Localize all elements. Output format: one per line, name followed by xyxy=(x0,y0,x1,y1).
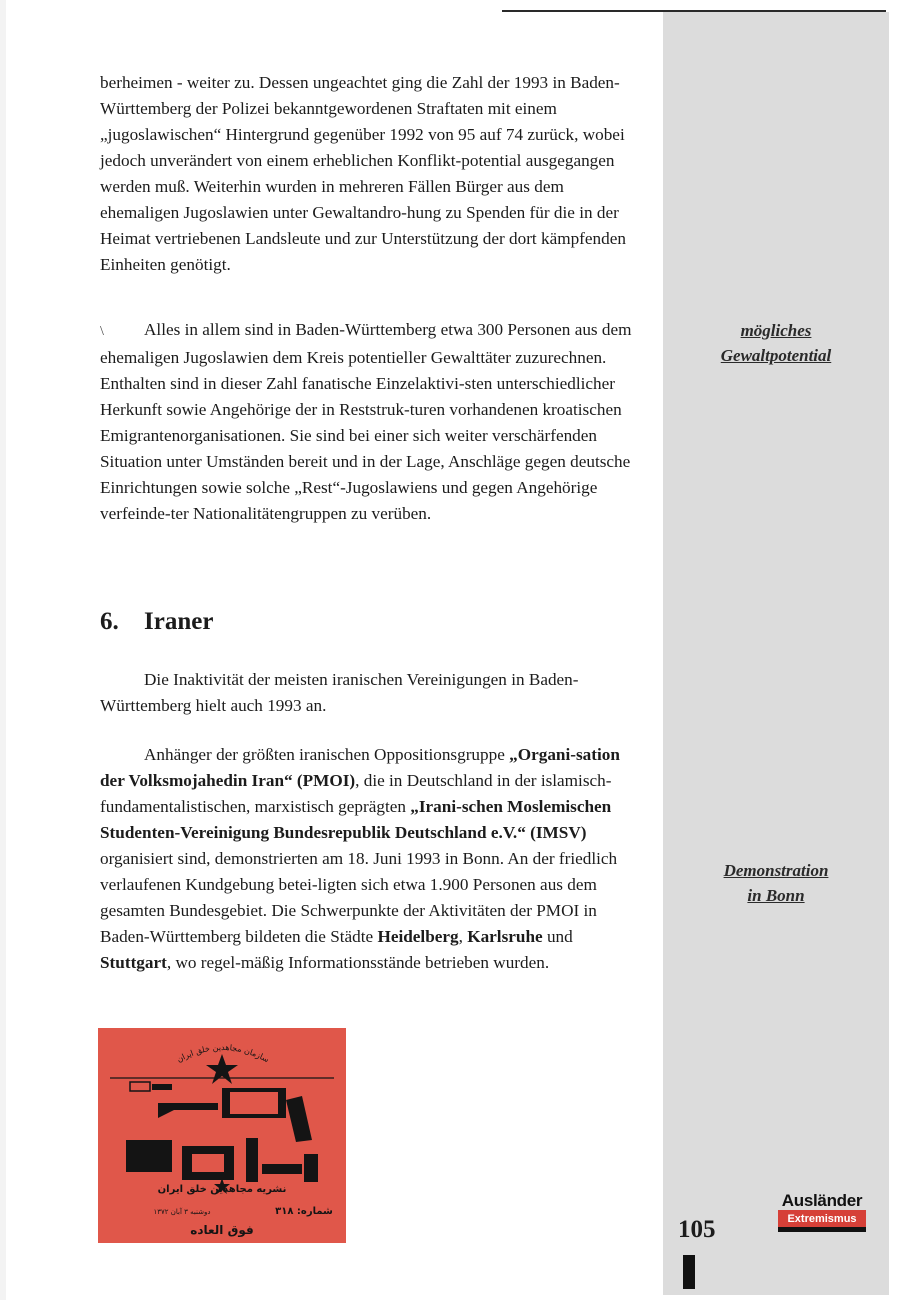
masthead-block xyxy=(126,1140,172,1172)
margin-note-line: in Bonn xyxy=(747,886,805,905)
margin-note-line: Gewaltpotential xyxy=(720,346,832,365)
org-name-imsv: „Irani-schen Moslemischen Studenten-Vereinigung Bundesrepublik Deutschland e.V.“ (IMSV) xyxy=(100,797,612,842)
paragraph-4-seg6: , wo regel-mäßig Informationsstände betrieben wurden. xyxy=(166,953,550,972)
poster-top-text: سازمان مجاهدين خلق ايران xyxy=(175,1042,271,1065)
paragraph-4-seg5: und xyxy=(542,927,573,946)
chapter-badge xyxy=(778,1192,866,1232)
margin-note-line: Demonstration xyxy=(723,861,829,880)
paragraph-violence-potential xyxy=(100,317,640,527)
star-icon xyxy=(206,1054,238,1084)
paragraph-continuation xyxy=(100,70,640,278)
margin-note-line: mögliches xyxy=(740,321,812,340)
paragraph-4-seg3: organisiert sind, demonstrierten am 18. Juni 1993 in Bonn. An der friedlich verlaufenen Kundgebung betei-ligten sich etwa 1.900 Personen aus dem gesamten Bundesgebiet. Die Schwerpunkte der Aktivitäten der PMOI in Baden-Württemberg bildeten die Städte xyxy=(100,849,618,946)
paragraph-2-text: Alles in allem sind in Baden-Württemberg etwa 300 Personen aus dem ehemaligen Jugoslawien dem Kreis potentieller Gewalttäter zuzurechnen. Enthalten sind in dieser Zahl fanatische Einzelaktivi-sten unterschiedlicher Herkunft sowie Angehörige der in Reststruk-turen vorhandenen kroatischen Emigrantenorganisationen. Sie sind bei einer sich weiter verschärfenden Situation unter Umständen bereit und in der Lage, Anschläge gegen deutsche Einrichtungen sowie solche „Rest“-Jugoslawiens und gegen Angehörige verfeinde-ter Nationalitätengruppen zu verüben. xyxy=(100,320,632,523)
stray-mark: \ xyxy=(100,324,104,339)
paragraph-pmoi xyxy=(100,742,640,976)
mojahed-newspaper-image xyxy=(98,1028,346,1243)
masthead-block xyxy=(158,1103,218,1118)
poster-extra: فوق العاده xyxy=(190,1223,254,1237)
poster-issue: شماره: ۳۱۸ xyxy=(275,1206,333,1217)
newspaper-masthead-graphic xyxy=(98,1028,346,1243)
masthead-block xyxy=(304,1154,318,1182)
paragraph-4-seg2: , die in Deutschland in der islamisch-fundamentalistischen, marxistisch geprägten xyxy=(100,771,612,816)
margin-column xyxy=(663,12,889,1295)
margin-note-violence xyxy=(668,318,884,368)
section-number: 6. xyxy=(100,608,119,635)
city-heidelberg: Heidelberg xyxy=(377,927,459,946)
paragraph-4-seg4: , xyxy=(458,927,468,946)
masthead-block xyxy=(130,1082,150,1091)
section-heading xyxy=(100,608,213,636)
poster-date: دوشنبه ۳ آبان ۱۳۷۲ xyxy=(153,1208,211,1216)
margin-note-demonstration xyxy=(668,858,884,908)
city-karlsruhe: Karlsruhe xyxy=(467,927,543,946)
badge-subtitle: Extremismus xyxy=(778,1210,866,1232)
page-edge xyxy=(0,0,6,1300)
masthead-block xyxy=(286,1096,312,1142)
masthead-block xyxy=(246,1138,258,1182)
paragraph-1-text: berheimen - weiter zu. Dessen ungeachtet ging die Zahl der 1993 in Baden-Württemberg der Polizei bekanntgewordenen Straftaten mit einem „jugoslawischen“ Hintergrund gegenüber 1992 von 95 auf 74 zurück, wobei jedoch unverändert von einem erheblichen Konflikt-potential ausgegangen werden muß. Weiterhin wurden in mehreren Fällen Bürger aus dem ehemaligen Jugoslawien unter Gewaltandro-hung zu Spenden für die in der Heimat vertriebenen Landsleute und zur Unterstützung der dort kämpfenden Einheiten genötigt. xyxy=(100,73,626,274)
masthead-block xyxy=(230,1092,278,1114)
masthead-block xyxy=(192,1154,224,1172)
poster-subtitle: نشريه مجاهدين خلق ايران xyxy=(157,1184,287,1195)
page-number: 105 xyxy=(678,1216,716,1243)
paragraph-inactivity xyxy=(100,667,640,719)
paragraph-4-seg1: Anhänger der größten iranischen Oppositionsgruppe xyxy=(144,745,510,764)
masthead-block xyxy=(262,1164,302,1174)
city-stuttgart: Stuttgart xyxy=(100,953,167,972)
badge-title: Ausländer xyxy=(781,1191,863,1210)
paragraph-3-text: Die Inaktivität der meisten iranischen Vereinigungen in Baden-Württemberg hielt auch 1993 an. xyxy=(100,670,579,715)
page-tab-marker xyxy=(683,1255,695,1289)
masthead-block xyxy=(152,1084,172,1090)
section-title: Iraner xyxy=(144,608,214,635)
org-name-pmoi: „Organi-sation der Volksmojahedin Iran“ (PMOI) xyxy=(100,745,620,790)
